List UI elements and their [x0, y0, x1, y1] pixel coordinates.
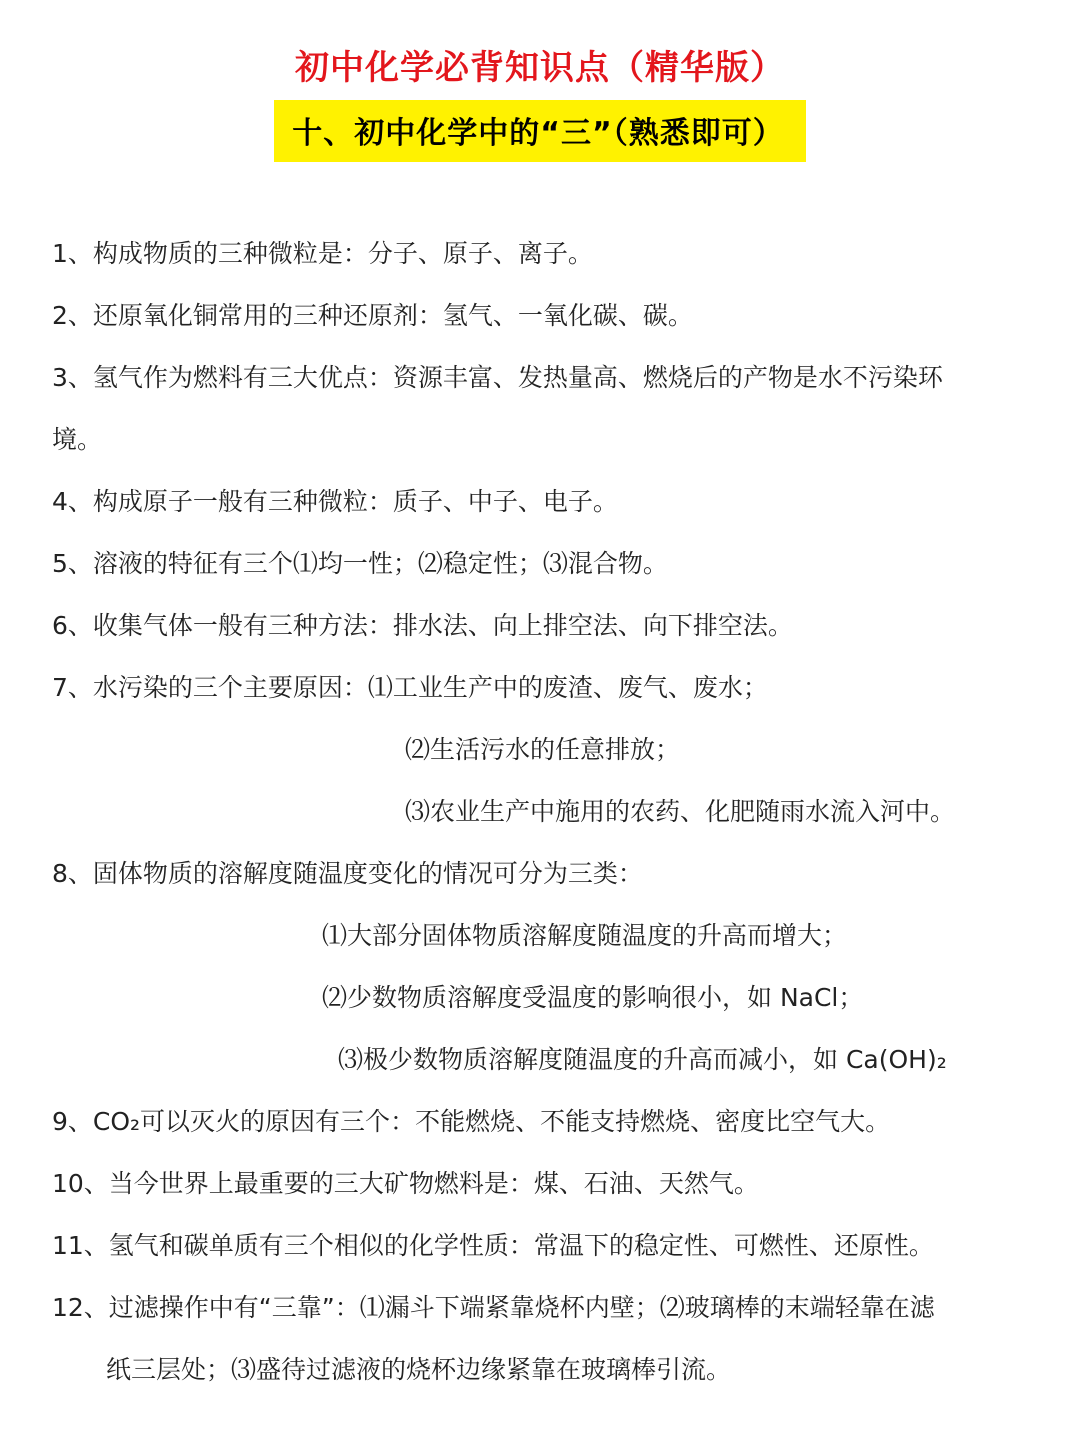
- item-1: 1、构成物质的三种微粒是：分子、原子、离子。: [52, 239, 593, 268]
- item-8-line-4: ⑶极少数物质溶解度随温度的升高而减小，如 Ca(OH)₂: [338, 1045, 947, 1074]
- item-8-line-3: ⑵少数物质溶解度受温度的影响很小，如 NaCl；: [322, 983, 864, 1012]
- item-8-line-1: 8、固体物质的溶解度随温度变化的情况可分为三类：: [52, 859, 643, 888]
- item-12-line-1: 12、过滤操作中有“三靠”：⑴漏斗下端紧靠烧杯内壁；⑵玻璃棒的末端轻靠在滤: [52, 1293, 935, 1322]
- item-9: 9、CO₂可以灭火的原因有三个：不能燃烧、不能支持燃烧、密度比空气大。: [52, 1107, 891, 1136]
- item-8-line-2: ⑴大部分固体物质溶解度随温度的升高而增大；: [322, 921, 848, 950]
- item-7-line-2: ⑵生活污水的任意排放；: [405, 735, 681, 764]
- section-heading: 十、初中化学中的“三”（熟悉即可）: [274, 100, 805, 162]
- page-title: 初中化学必背知识点（精华版）: [295, 48, 785, 88]
- item-7-line-3: ⑶农业生产中施用的农药、化肥随雨水流入河中。: [405, 797, 956, 826]
- item-6: 6、收集气体一般有三种方法：排水法、向上排空法、向下排空法。: [52, 611, 793, 640]
- item-3-line-1: 3、氢气作为燃料有三大优点：资源丰富、发热量高、燃烧后的产物是水不污染环: [52, 363, 943, 392]
- item-3-line-2: 境。: [52, 425, 103, 454]
- item-4: 4、构成原子一般有三种微粒：质子、中子、电子。: [52, 487, 618, 516]
- item-5: 5、溶液的特征有三个⑴均一性；⑵稳定性；⑶混合物。: [52, 549, 668, 578]
- item-10: 10、当今世界上最重要的三大矿物燃料是：煤、石油、天然气。: [52, 1169, 759, 1198]
- item-7-line-1: 7、水污染的三个主要原因：⑴工业生产中的废渣、废气、废水；: [52, 673, 768, 702]
- item-11: 11、氢气和碳单质有三个相似的化学性质：常温下的稳定性、可燃性、还原性。: [52, 1231, 934, 1260]
- item-12-line-2: 纸三层处；⑶盛待过滤液的烧杯边缘紧靠在玻璃棒引流。: [106, 1355, 732, 1384]
- item-2: 2、还原氧化铜常用的三种还原剂：氢气、一氧化碳、碳。: [52, 301, 693, 330]
- section-heading-wrap: [0, 100, 1080, 162]
